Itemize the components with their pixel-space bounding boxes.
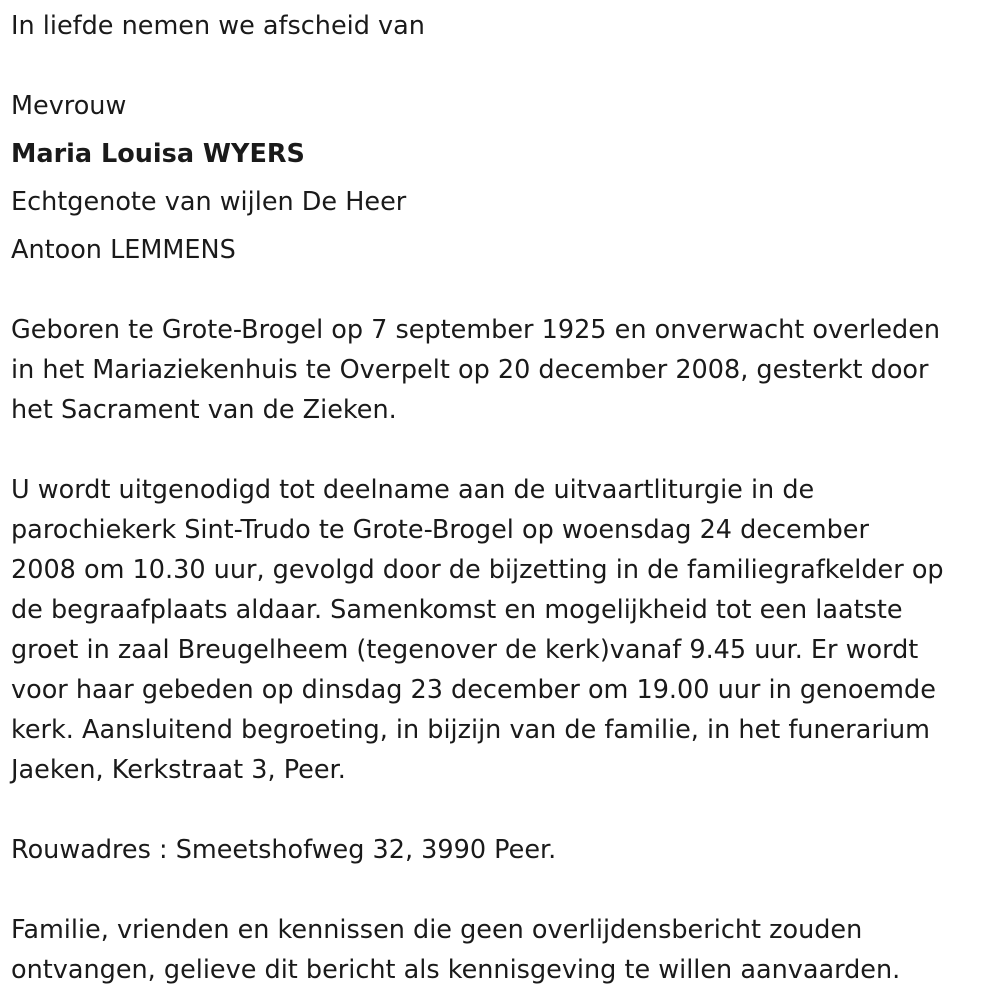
spouse-line-2: Antoon LEMMENS [11,235,236,265]
paragraph-line: U wordt uitgenodigd tot deelname aan de uitvaartliturgie in de [11,475,815,505]
honorific-title: Mevrouw [11,91,127,121]
birth-death-paragraph [11,310,986,430]
paragraph-line: Geboren te Grote-Brogel op 7 september 1925 en onverwacht overleden [11,315,941,345]
paragraph-line: het Sacrament van de Zieken. [11,395,397,425]
paragraph-line: parochiekerk Sint-Trudo te Grote-Brogel op woensdag 24 december [11,515,869,545]
paragraph-line: 2008 om 10.30 uur, gevolgd door de bijzetting in de familiegrafkelder op [11,555,944,585]
mourning-address [11,830,986,870]
paragraph-line: Familie, vrienden en kennissen die geen overlijdensbericht zouden [11,915,863,945]
paragraph-line: ontvangen, gelieve dit bericht als kennisgeving te willen aanvaarden. [11,955,901,985]
paragraph-line: Jaeken, Kerkstraat 3, Peer. [11,755,346,785]
paragraph-line: groet in zaal Breugelheem (tegenover de kerk)vanaf 9.45 uur. Er wordt [11,635,919,665]
address-line: Rouwadres : Smeetshofweg 32, 3990 Peer. [11,835,557,865]
funeral-invitation-paragraph [11,470,986,790]
intro-line: In liefde nemen we afscheid van [11,11,425,41]
deceased-name: Maria Louisa WYERS [11,139,305,169]
paragraph-line: kerk. Aansluitend begroeting, in bijzijn van de familie, in het funerarium [11,715,930,745]
paragraph-line: voor haar gebeden op dinsdag 23 december om 19.00 uur in genoemde [11,675,936,705]
closing-paragraph [11,910,986,990]
spouse-line-1: Echtgenote van wijlen De Heer [11,187,407,217]
paragraph-line: de begraafplaats aldaar. Samenkomst en mogelijkheid tot een laatste [11,595,903,625]
paragraph-line: in het Mariaziekenhuis te Overpelt op 20 december 2008, gesterkt door [11,355,929,385]
